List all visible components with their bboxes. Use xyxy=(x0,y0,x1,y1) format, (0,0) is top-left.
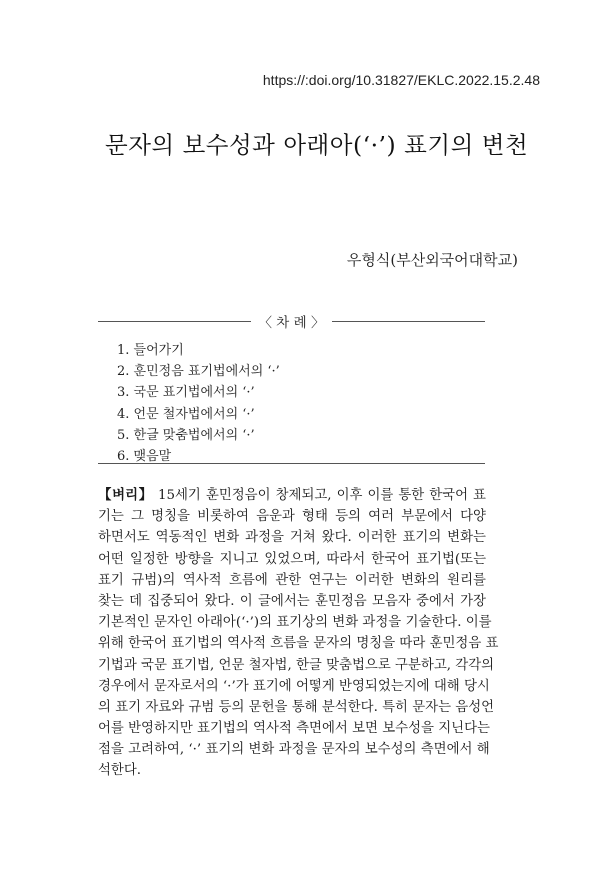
abstract-label: 【벼리】 xyxy=(98,487,153,503)
abstract-line: 위해 한국어 표기법의 역사적 흐름을 문자의 명칭을 따라 훈민정음 표 xyxy=(98,636,499,652)
abstract-line: 기본적인 문자인 아래아(‘·’)의 표기상의 변화 과정을 기술한다. 이를 xyxy=(98,615,492,631)
toc-header xyxy=(98,313,485,329)
toc-item: 1. 들어가기 xyxy=(117,343,184,358)
toc-bottom-rule xyxy=(98,463,485,464)
abstract-line: 기는 그 명칭을 비롯하여 음운과 형태 등의 여러 부문에서 다양 xyxy=(98,509,486,525)
abstract-line: 의 표기 자료와 규범 등의 문헌을 통해 분석한다. 특히 문자는 음성언 xyxy=(98,699,495,715)
toc-item: 4. 언문 철자법에서의 ‘·’ xyxy=(117,406,255,422)
toc-heading: 〈 차 례 〉 xyxy=(258,315,325,331)
toc-rule-left xyxy=(98,321,251,322)
abstract-line: 경우에서 문자로서의 ‘·’가 표기에 어떻게 반영되었는지에 대해 당시 xyxy=(98,678,490,694)
doi-link[interactable]: https://:doi.org/10.31827/EKLC.2022.15.2.48 xyxy=(262,72,540,88)
abstract-line: 표기 규범)의 역사적 흐름에 관한 연구는 이러한 변화의 원리를 xyxy=(98,572,486,588)
toc-item: 6. 맺음말 xyxy=(117,448,172,464)
table-of-contents xyxy=(117,340,280,467)
abstract-line: 찾는 데 집중되어 왔다. 이 글에서는 훈민정음 모음자 중에서 가장 xyxy=(98,593,486,609)
abstract-line: 어떤 일정한 방향을 지니고 있었으며, 따라서 한국어 표기법(또는 xyxy=(98,551,486,567)
abstract-line: 점을 고려하여, ‘·’ 표기의 변화 과정을 문자의 보수성의 측면에서 해 xyxy=(98,742,490,758)
abstract-line: 어를 반영하지만 표기법의 역사적 측면에서 보면 보수성을 지닌다는 xyxy=(98,721,490,737)
toc-rule-right xyxy=(332,321,485,322)
toc-item: 5. 한글 맞춤법에서의 ‘·’ xyxy=(117,427,255,443)
toc-item: 3. 국문 표기법에서의 ‘·’ xyxy=(117,385,255,401)
toc-item: 2. 훈민정음 표기법에서의 ‘·’ xyxy=(117,364,280,380)
abstract-line: 기법과 국문 표기법, 언문 철자법, 한글 맞춤법으로 구분하고, 각각의 xyxy=(98,657,495,673)
abstract-line-text: 15세기 훈민정음이 창제되고, 이후 이를 통한 한국어 표 xyxy=(157,488,486,503)
author-affiliation: 우형식(부산외국어대학교) xyxy=(346,251,518,269)
abstract-line: 하면서도 역동적인 변화 과정을 거쳐 왔다. 이러한 표기의 변화는 xyxy=(98,530,486,546)
abstract xyxy=(98,485,499,782)
abstract-line xyxy=(98,485,486,506)
abstract-line: 석한다. xyxy=(98,763,142,779)
paper-title: 문자의 보수성과 아래아(‘·’) 표기의 변천 xyxy=(105,131,529,159)
